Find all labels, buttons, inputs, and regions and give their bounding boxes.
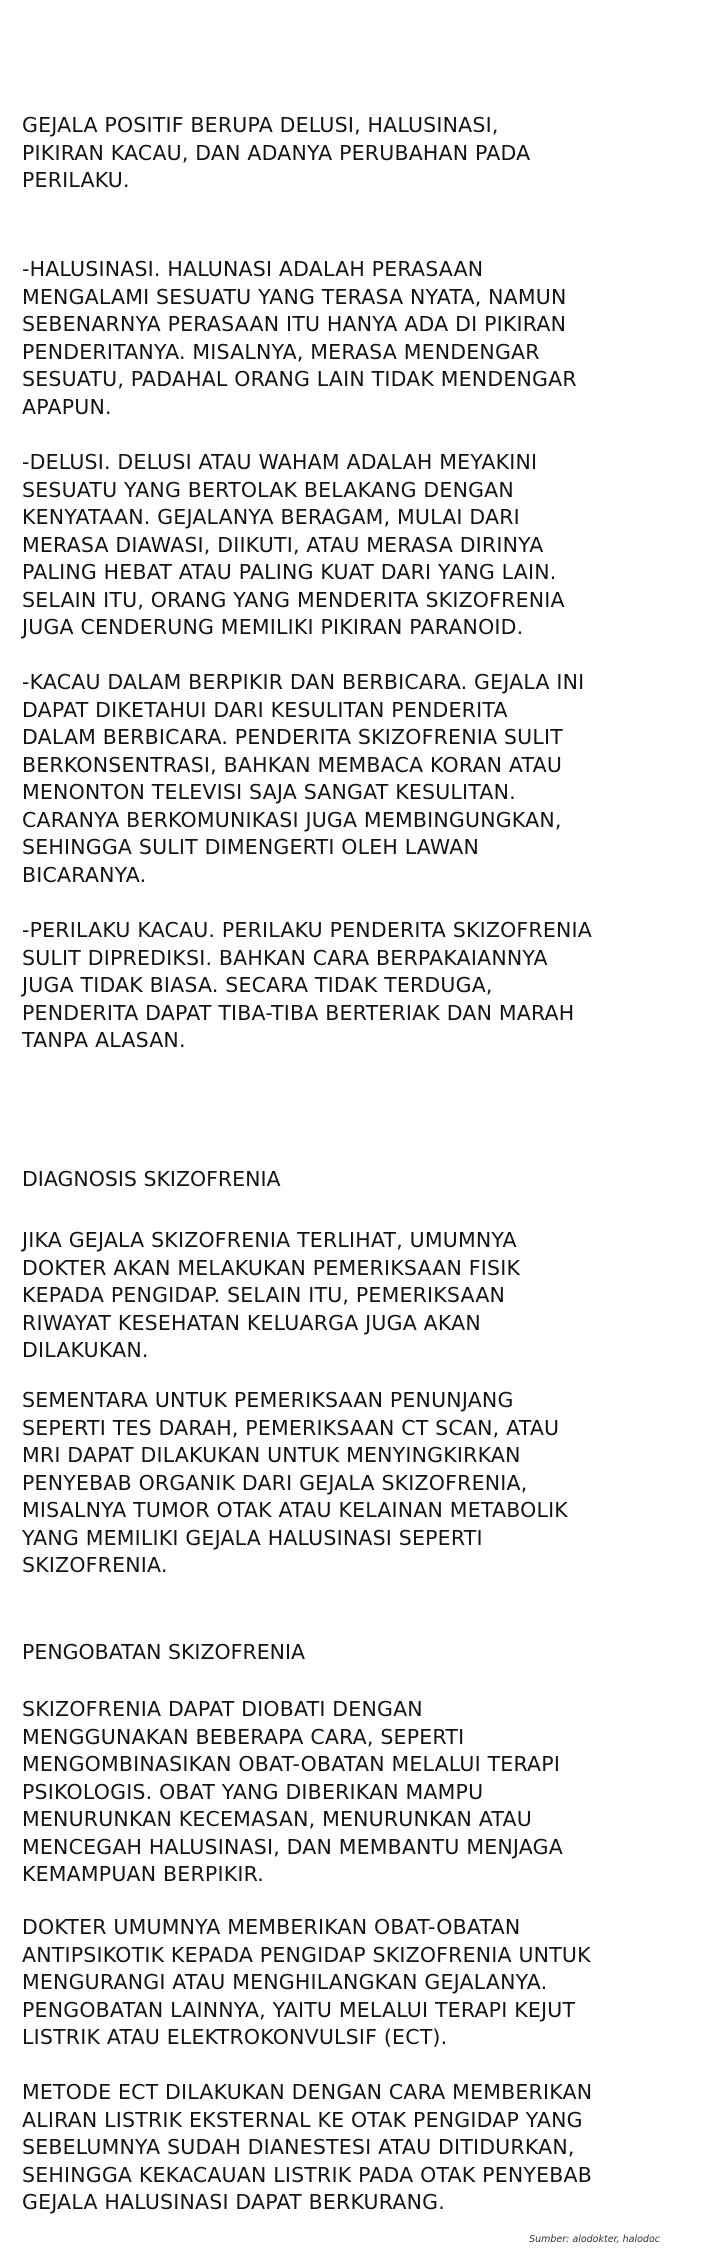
source-credit: Sumber: alodokter, halodoc <box>529 2234 660 2245</box>
intro-paragraph: GEJALA POSITIF BERUPA DELUSI, HALUSINASI, PIKIRAN KACAU, DAN ADANYA PERUBAHAN PADA PERILAKU. <box>22 113 531 192</box>
pengobatan-paragraph-3: METODE ECT DILAKUKAN DENGAN CARA MEMBERIKAN ALIRAN LISTRIK EKSTERNAL KE OTAK PENGIDAP YANG SEBELUMNYA SUDAH DIANESTESI ATAU DITIDURKAN, SEHINGGA KEKACAUAN LISTRIK PADA OTAK PENYEBAB GEJALA HALUSINASI DAPAT BERKURANG. <box>22 2080 593 2214</box>
diagnosis-heading: DIAGNOSIS SKIZOFRENIA <box>22 1167 281 1191</box>
pengobatan-paragraph-1: SKIZOFRENIA DAPAT DIOBATI DENGAN MENGGUNAKAN BEBERAPA CARA, SEPERTI MENGOMBINASIKAN OBAT-OBATAN MELALUI TERAPI PSIKOLOGIS. OBAT YANG DIBERIKAN MAMPU MENURUNKAN KECEMASAN, MENURUNKAN ATAU MENCEGAH HALUSINASI, DAN MEMBANTU MENJAGA KEMAMPUAN BERPIKIR. <box>22 1697 563 1886</box>
diagnosis-paragraph-1: JIKA GEJALA SKIZOFRENIA TERLIHAT, UMUMNYA DOKTER AKAN MELAKUKAN PEMERIKSAAN FISIK KEPADA PENGIDAP. SELAIN ITU, PEMERIKSAAN RIWAYAT KESEHATAN KELUARGA JUGA AKAN DILAKUKAN. <box>22 1228 521 1362</box>
halusinasi-paragraph: -HALUSINASI. HALUNASI ADALAH PERASAAN MENGALAMI SESUATU YANG TERASA NYATA, NAMUN SEBENARNYA PERASAAN ITU HANYA ADA DI PIKIRAN PENDERITANYA. MISALNYA, MERASA MENDENGAR SESUATU, PADAHAL ORANG LAIN TIDAK MENDENGAR APAPUN. <box>22 257 577 419</box>
perilaku-paragraph: -PERILAKU KACAU. PERILAKU PENDERITA SKIZOFRENIA SULIT DIPREDIKSI. BAHKAN CARA BERPAKAIANNYA JUGA TIDAK BIASA. SECARA TIDAK TERDUGA, PENDERITA DAPAT TIBA-TIBA BERTERIAK DAN MARAH TANPA ALASAN. <box>22 918 593 1052</box>
pengobatan-paragraph-2: DOKTER UMUMNYA MEMBERIKAN OBAT-OBATAN ANTIPSIKOTIK KEPADA PENGIDAP SKIZOFRENIA UNTUK MENGURANGI ATAU MENGHILANGKAN GEJALANYA. PENGOBATAN LAINNYA, YAITU MELALUI TERAPI KEJUT LISTRIK ATAU ELEKTROKONVULSIF (ECT). <box>22 1915 591 2049</box>
diagnosis-paragraph-2: SEMENTARA UNTUK PEMERIKSAAN PENUNJANG SEPERTI TES DARAH, PEMERIKSAAN CT SCAN, ATAU MRI DAPAT DILAKUKAN UNTUK MENYINGKIRKAN PENYEBAB ORGANIK DARI GEJALA SKIZOFRENIA, MISALNYA TUMOR OTAK ATAU KELAINAN METABOLIK YANG MEMILIKI GEJALA HALUSINASI SEPERTI SKIZOFRENIA. <box>22 1388 568 1577</box>
delusi-paragraph: -DELUSI. DELUSI ATAU WAHAM ADALAH MEYAKINI SESUATU YANG BERTOLAK BELAKANG DENGAN KENYATAAN. GEJALANYA BERAGAM, MULAI DARI MERASA DIAWASI, DIIKUTI, ATAU MERASA DIRINYA PALING HEBAT ATAU PALING KUAT DARI YANG LAIN. SELAIN ITU, ORANG YANG MENDERITA SKIZOFRENIA JUGA CENDERUNG MEMILIKI PIKIRAN PARANOID. <box>22 450 565 639</box>
pengobatan-heading: PENGOBATAN SKIZOFRENIA <box>22 1640 306 1664</box>
kacau-paragraph: -KACAU DALAM BERPIKIR DAN BERBICARA. GEJALA INI DAPAT DIKETAHUI DARI KESULITAN PENDERITA DALAM BERBICARA. PENDERITA SKIZOFRENIA SULIT BERKONSENTRASI, BAHKAN MEMBACA KORAN ATAU MENONTON TELEVISI SAJA SANGAT KESULITAN. CARANYA BERKOMUNIKASI JUGA MEMBINGUNGKAN, SEHINGGA SULIT DIMENGERTI OLEH LAWAN BICARANYA. <box>22 670 585 887</box>
